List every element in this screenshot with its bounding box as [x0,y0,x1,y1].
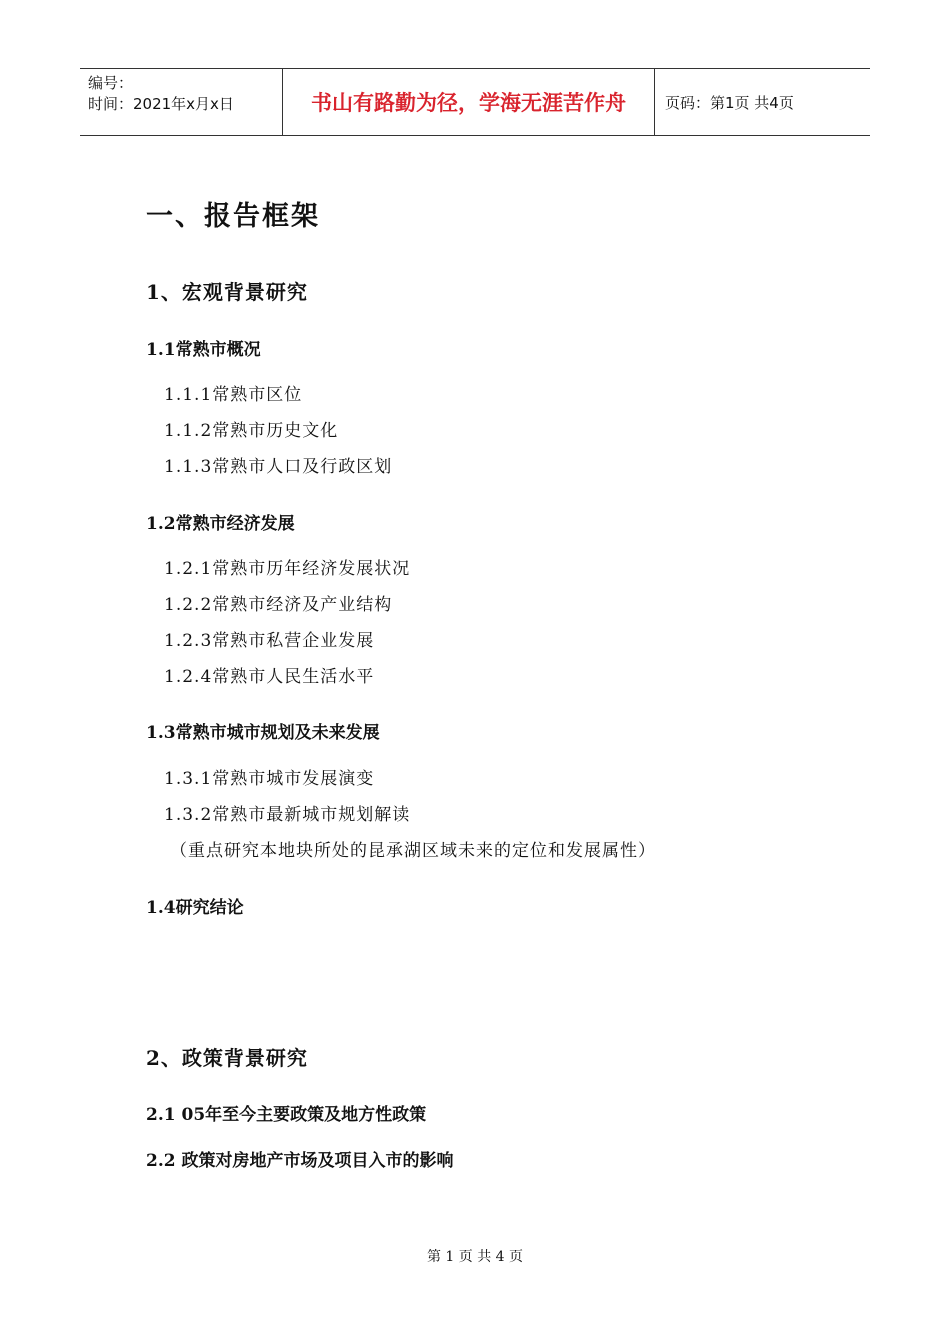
header-meta [80,69,282,135]
section-item: 1.1.3常熟市人口及行政区划 [164,457,393,477]
section-item: 1.2.3常熟市私营企业发展 [164,631,375,651]
time-label: 时间：2021年x月x日 [88,95,234,113]
section-item: 1.1.2常熟市历史文化 [164,421,339,441]
header-motto: 书山有路勤为径，学海无涯苦作舟 [282,69,655,135]
section-2-2-heading: 2.2 政策对房地产市场及项目入市的影响 [146,1151,454,1171]
section-1-2-heading: 1.2常熟市经济发展 [146,514,295,534]
section-1-heading: 1、宏观背景研究 [146,280,308,304]
section-2-1-heading: 2.1 05年至今主要政策及地方性政策 [146,1105,427,1125]
header-page-label: 页码：第1页 共4页 [665,93,794,112]
section-item: 1.3.1常熟市城市发展演变 [164,769,375,789]
number-label: 编号： [88,74,134,92]
section-item: 1.3.2常熟市最新城市规划解读 [164,805,411,825]
section-1-3-heading: 1.3常熟市城市规划及未来发展 [146,723,380,743]
section-1-4-heading: 1.4研究结论 [146,898,244,918]
section-item: 1.2.1常熟市历年经济发展状况 [164,559,411,579]
section-item: 1.2.4常熟市人民生活水平 [164,667,375,687]
section-1-1-heading: 1.1常熟市概况 [146,340,261,360]
document-title: 一、报告框架 [146,201,320,232]
section-item: 1.1.1常熟市区位 [164,385,303,405]
page-footer: 第 1 页 共 4 页 [426,1249,524,1265]
section-note: （重点研究本地块所处的昆承湖区域未来的定位和发展属性） [170,841,656,861]
section-2-heading: 2、政策背景研究 [146,1046,308,1070]
page-header [80,68,870,136]
section-item: 1.2.2常熟市经济及产业结构 [164,595,393,615]
